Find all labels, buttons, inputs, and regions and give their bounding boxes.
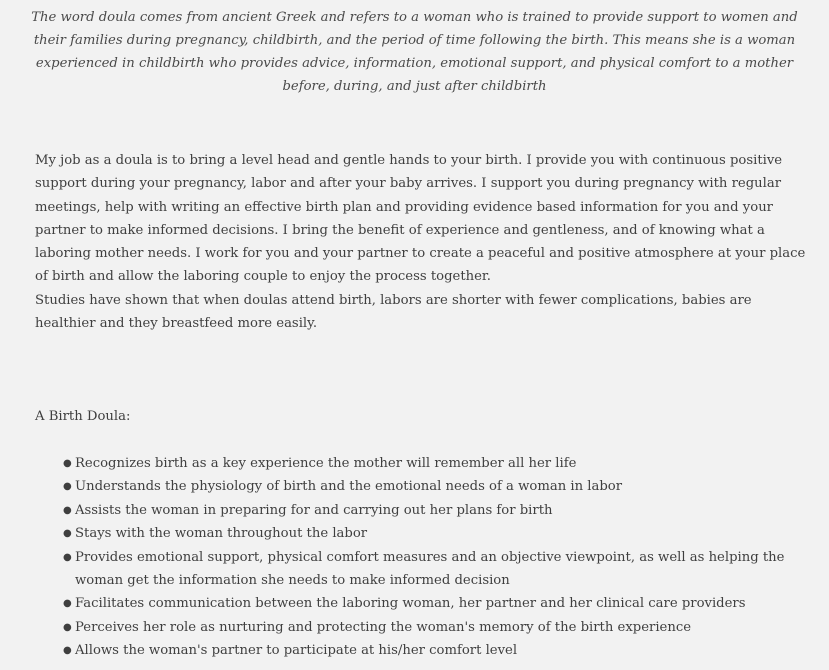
bullet-icon: ● [63,481,72,493]
bullet-icon: ● [63,504,72,516]
list-item-text: Recognizes birth as a key experience the mother will remember all her life [75,456,577,471]
intro-quote: The word doula comes from ancient Greek and refers to a woman who is trained to provide support to women and their families during pregnancy, childbirth, and the period of time following the birth. This means she is a woman experienced in childbirth who provides advice, information, emotional support, and physical comfort to a mother before, during, and just after childbirth [31,10,798,94]
list-heading: A Birth Doula: [35,409,131,424]
list-item [35,475,815,498]
list-item-text: Facilitates communication between the laboring woman, her partner and her clinical care providers [75,596,746,612]
list-item-text: Perceives her role as nurturing and protecting the woman's memory of the birth experience [75,619,692,635]
bullet-icon: ● [63,528,72,540]
list-item [35,639,815,662]
list-item [35,452,815,475]
paragraph-studies: Studies have shown that when doulas attend birth, labors are shorter with fewer complications, babies are healthier and they breastfeed more easily. [35,293,752,332]
list-item [35,522,815,545]
list-item [35,616,815,639]
birth-doula-list [35,452,815,663]
bullet-icon: ● [63,621,72,633]
list-item [35,499,815,522]
bullet-icon: ● [63,645,72,657]
list-item-text: Understands the physiology of birth and the emotional needs of a woman in labor [75,479,623,495]
list-item-text: Provides emotional support, physical comfort measures and an objective viewpoint, as well as helping the woman get the information she needs to make informed decision [75,549,785,589]
bullet-icon: ● [63,598,72,610]
bullet-icon: ● [63,551,72,563]
list-item [35,546,815,593]
list-item-text: Allows the woman's partner to participate at his/her comfort level [75,643,518,659]
paragraph-job-description: My job as a doula is to bring a level head and gentle hands to your birth. I provide you with continuous positive support during your pregnancy, labor and after your baby arrives. I support you during pregnancy with regular meetings, help with writing an effective birth plan and providing evidence based information for you and your partner to make informed decisions. I bring the benefit of experience and gentleness, and of knowing what a laboring mother needs. I work for you and your partner to create a peaceful and positive atmosphere at your place of birth and allow the laboring couple to enjoy the process together. [35,153,806,285]
list-item-text: Stays with the woman throughout the labor [75,526,368,542]
bullet-icon: ● [63,458,72,469]
list-item [35,592,815,615]
list-item-text: Assists the woman in preparing for and carrying out her plans for birth [75,502,553,518]
